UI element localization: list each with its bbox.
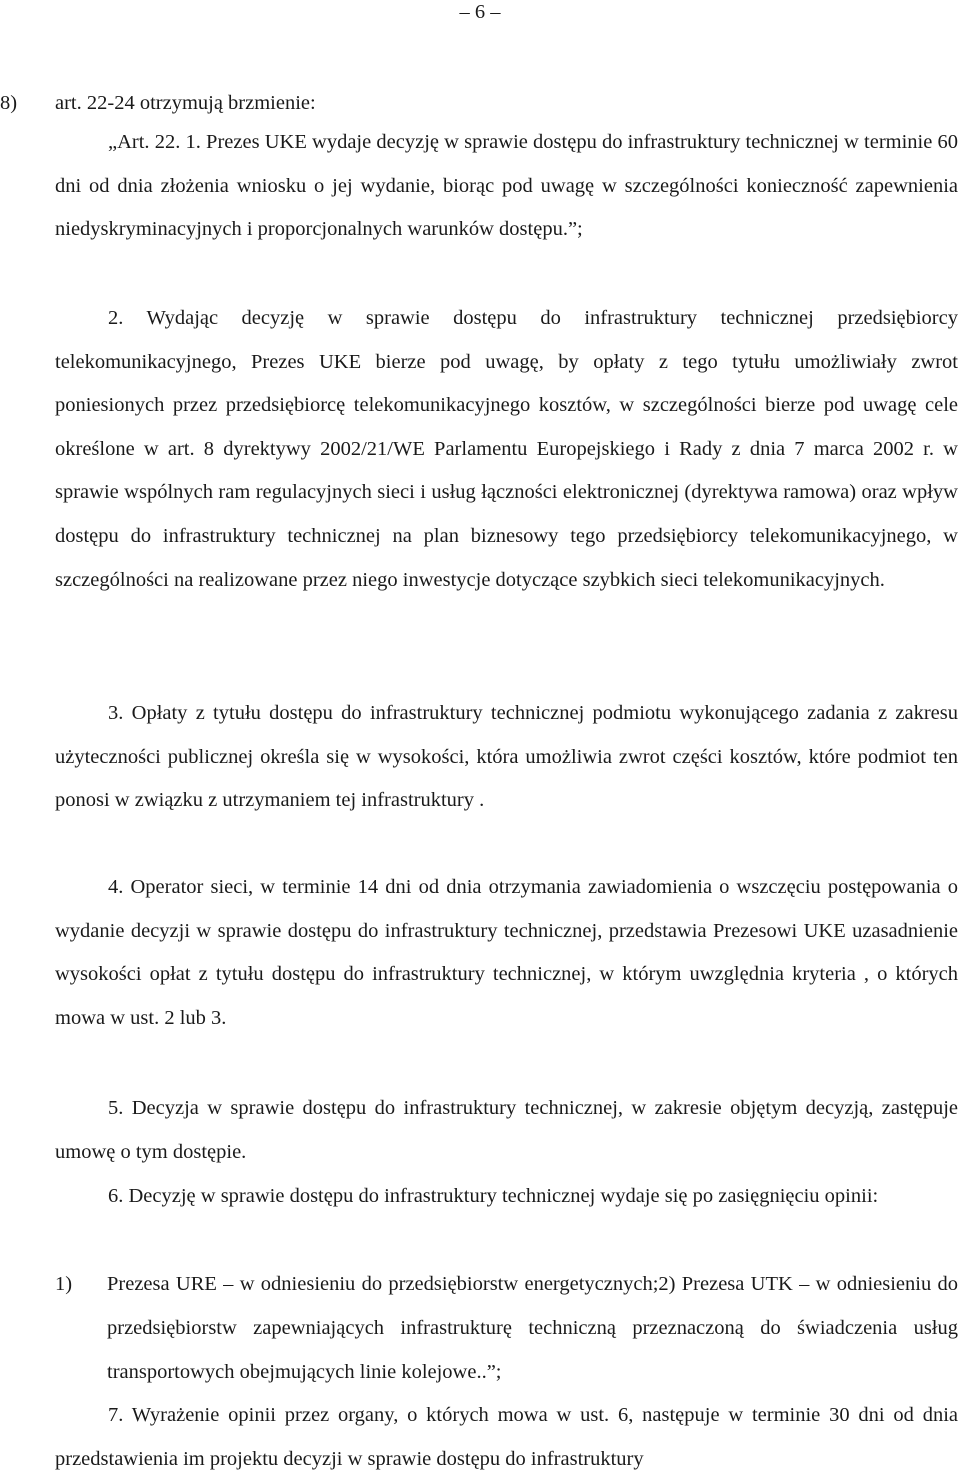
list-item-text: Prezesa URE – w odniesieniu do przedsiębiorstw energetycznych;2) Prezesa UTK – w odniesieniu do przedsiębiorstw zapewniających infrastrukturę techniczną przeznaczoną do świadczenia usług transportowych obejmujących linie kolejowe..”; — [107, 1273, 958, 1383]
paragraph-7: 7. Wyrażenie opinii przez organy, o których mowa w ust. 6, następuje w terminie 30 dni od dnia przedstawienia im projektu decyzji w sprawie dostępu do infrastruktury — [55, 1404, 958, 1470]
item-heading: art. 22-24 otrzymują brzmienie: — [55, 92, 316, 114]
paragraph-art-22-1: „Art. 22. 1. Prezes UKE wydaje decyzję w sprawie dostępu do infrastruktury technicznej w terminie 60 dni od dnia złożenia wniosku o jej wydanie, biorąc pod uwagę w szczególności konieczność zapewnienia niedyskryminacyjnych i proporcjonalnych warunków dostępu.”; — [55, 131, 958, 241]
item-number: 8) — [0, 92, 18, 114]
paragraph-2: 2. Wydając decyzję w sprawie dostępu do infrastruktury technicznej przedsiębiorcy telekomunikacyjnego, Prezes UKE bierze pod uwagę, by opłaty z tego tytułu umożliwiały zwrot poniesionych przez przedsiębiorcę telekomunikacyjnego kosztów, w szczególności bierze pod uwagę cele określone w art. 8 dyrektywy 2002/21/WE Parlamentu Europejskiego i Rady z dnia 7 marca 2002 r. w sprawie wspólnych ram regulacyjnych sieci i usług łączności elektronicznej (dyrektywa ramowa) oraz wpływ dostępu do infrastruktury technicznej na plan biznesowy tego przedsiębiorcy telekomunikacyjnego, w szczególności na realizowane przez niego inwestycje dotyczące szybkich sieci telekomunikacyjnych. — [55, 307, 958, 591]
paragraph-5: 5. Decyzja w sprawie dostępu do infrastruktury technicznej, w zakresie objętym decyzją, zastępuje umowę o tym dostępie. — [55, 1097, 958, 1163]
paragraph-6: 6. Decyzję w sprawie dostępu do infrastruktury technicznej wydaje się po zasięgnięciu opinii: — [108, 1185, 879, 1207]
paragraph-3: 3. Opłaty z tytułu dostępu do infrastruktury technicznej podmiotu wykonującego zadania z zakresu użyteczności publicznej określa się w wysokości, która umożliwia zwrot części kosztów, które podmiot ten ponosi w związku z utrzymaniem tej infrastruktury . — [55, 702, 958, 812]
list-item-number: 1) — [55, 1273, 73, 1295]
page-number: – 6 – — [459, 1, 501, 23]
paragraph-4: 4. Operator sieci, w terminie 14 dni od dnia otrzymania zawiadomienia o wszczęciu postępowania o wydanie decyzji w sprawie dostępu do infrastruktury technicznej, przedstawia Prezesowi UKE uzasadnienie wysokości opłat z tytułu dostępu do infrastruktury technicznej, w którym uwzględnia kryteria , o których mowa w ust. 2 lub 3. — [55, 876, 958, 1029]
